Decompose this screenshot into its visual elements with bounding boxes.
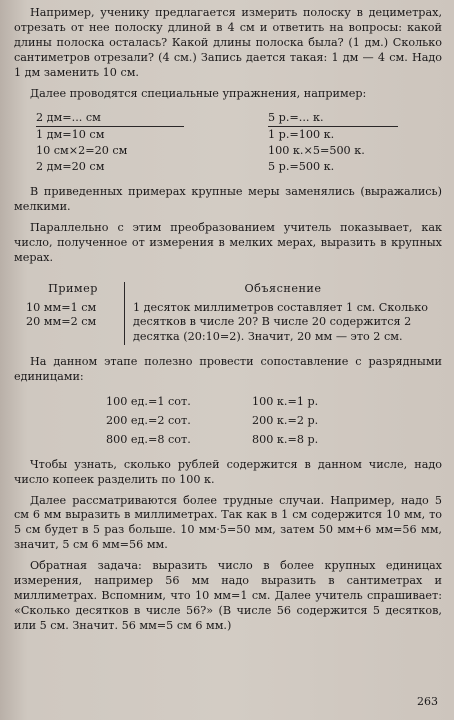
comparison-row (106, 395, 442, 410)
exercise-left-line: 10 см×2=20 см (36, 144, 128, 158)
example-row: 10 мм=1 см (26, 300, 97, 314)
exercise-right-head: 5 р.=... к. (268, 111, 398, 127)
example-row: 20 мм=2 см (26, 315, 97, 329)
paragraph-comparison-lead: На данном этапе полезно провести сопоставление с разрядными единицами: (14, 355, 442, 384)
example-explanation-table (22, 282, 442, 346)
paragraph-large-to-small: В приведенных примерах крупные меры заменялись (выражались) мелкими. (14, 185, 442, 213)
paragraph-rubles: Чтобы узнать, сколько рублей содержится в данном числе, надо число копеек разделить по 100 к. (14, 457, 442, 486)
comparison-money: 100 к.=1 р. (252, 395, 319, 409)
example-header: Пример (48, 281, 98, 295)
exercise-left (36, 111, 236, 175)
exercise-left-line: 2 дм=20 см (36, 160, 105, 174)
paragraph-exercises-lead: Далее проводятся специальные упражнения, например: (30, 86, 367, 100)
example-column (22, 282, 125, 346)
comparison-row (106, 414, 442, 429)
paragraph-inverse-task: Обратная задача: выразить число в более крупных единицах измерения, например 56 мм надо выразить в сантиметрах и миллиметрах. Вспомним, что 10 мм=1 см. Далее учитель спрашивает: «Сколько десятков в числе 56?» (В числе 56 содержится 5 десятков, или 5 см. Значит. 56 мм=5 см 6 мм.) (14, 559, 442, 632)
exercise-block (36, 111, 442, 175)
explanation-text: 1 десяток миллиметров составляет 1 см. Сколько десятков в числе 20? В числе 20 содержится 2 десятка (20:10=2). Значит, 20 мм — это 2 см. (133, 300, 428, 344)
comparison-money: 200 к.=2 р. (252, 413, 319, 427)
comparison-units: 100 ед.=1 сот. (106, 395, 191, 409)
comparison-units: 800 ед.=8 сот. (106, 432, 191, 446)
paragraph-small-to-large: Параллельно с этим преобразованием учитель показывает, как число, полученное от измерения в мелких мерах, выразить в крупных мерах. (14, 220, 442, 264)
explanation-column (125, 282, 433, 346)
exercise-left-head: 2 дм=... см (36, 111, 184, 127)
paragraph-intro: Например, ученику предлагается измерить полоску в дециметрах, отрезать от нее полоску длиной в 4 см и ответить на вопросы: какой длины полоска осталась? Какой длины полоска была? (1 дм.) Сколько сантиметров отрезали? (4 см.) Запись дается такая: 1 дм — 4 см. Надо 1 дм заменить 10 см. (14, 6, 442, 79)
exercise-right-line: 100 к.×5=500 к. (268, 144, 365, 158)
comparison-grid (106, 395, 442, 448)
comparison-units: 200 ед.=2 сот. (106, 413, 191, 427)
paragraph-harder-cases: Далее рассматриваются более трудные случаи. Например, надо 5 см 6 мм выразить в миллиметрах. Так как в 1 см содержится 10 мм, то 5 см будет в 5 раз больше. 10 мм·5=50 мм, затем 50 мм+6 мм=56 мм, значит, 5 см 6 мм=56 мм. (14, 493, 442, 552)
comparison-money: 800 к.=8 р. (252, 432, 319, 446)
exercise-left-line: 1 дм=10 см (36, 128, 105, 142)
page-number: 263 (417, 695, 438, 709)
explanation-header: Объяснение (244, 281, 322, 295)
comparison-row (106, 433, 442, 448)
exercise-right (268, 111, 438, 175)
exercise-right-line: 1 р.=100 к. (268, 128, 335, 142)
exercise-right-line: 5 р.=500 к. (268, 160, 335, 174)
